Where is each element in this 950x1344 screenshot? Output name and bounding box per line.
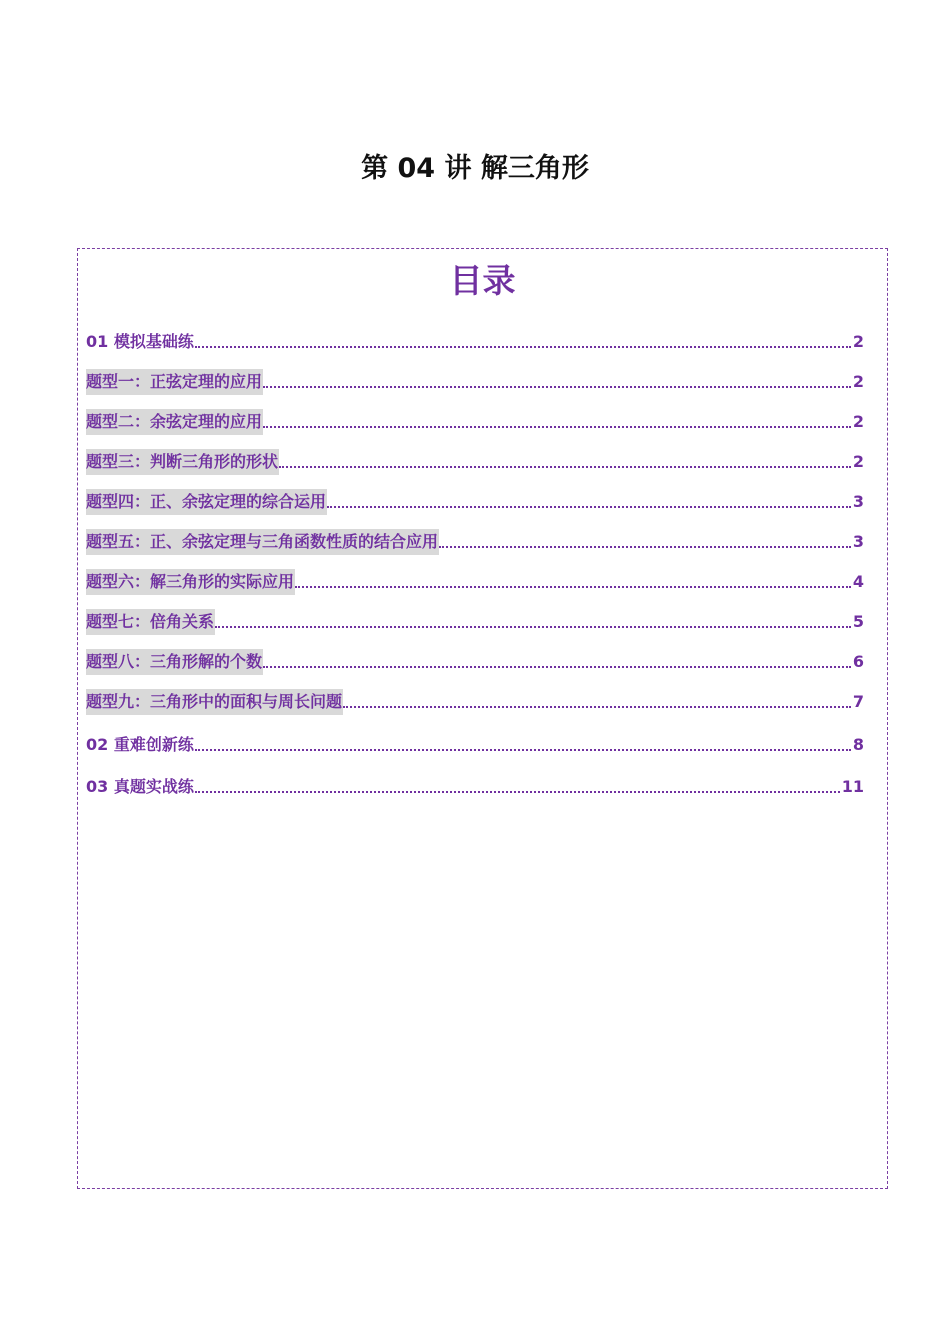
- toc-entry-label: 题型九：三角形中的面积与周长问题: [86, 689, 343, 715]
- toc-heading: 目录: [449, 261, 516, 300]
- toc-entry-page: 7: [852, 692, 864, 711]
- toc-entry-section-03[interactable]: [86, 774, 864, 800]
- toc-entry-page: 5: [852, 612, 864, 631]
- toc-leader-dots: [263, 426, 851, 428]
- toc-entry-type-5[interactable]: [86, 529, 864, 555]
- toc-leader-dots: [263, 666, 851, 668]
- toc-entry-page: 8: [852, 735, 864, 754]
- toc-entry-section-02[interactable]: [86, 732, 864, 758]
- toc-leader-dots: [439, 546, 851, 548]
- toc-entry-label: 题型一：正弦定理的应用: [86, 369, 263, 395]
- toc-entry-page: 11: [841, 777, 864, 796]
- toc-entry-page: 3: [852, 532, 864, 551]
- toc-entry-type-7[interactable]: [86, 609, 864, 635]
- toc-entry-label: 题型八：三角形解的个数: [86, 649, 263, 675]
- toc-entry-label: 题型四：正、余弦定理的综合运用: [86, 489, 327, 515]
- toc-entry-label: 03 真题实战练: [86, 777, 194, 796]
- toc-entry-label: 题型五：正、余弦定理与三角函数性质的结合应用: [86, 529, 439, 555]
- toc-entry-section-01[interactable]: [86, 329, 864, 355]
- toc-leader-dots: [327, 506, 851, 508]
- toc-entry-page: 4: [852, 572, 864, 591]
- toc-entry-label: 02 重难创新练: [86, 735, 194, 754]
- toc-entry-page: 3: [852, 492, 864, 511]
- toc-entry-type-6[interactable]: [86, 569, 864, 595]
- toc-entry-type-2[interactable]: [86, 409, 864, 435]
- toc-entry-page: 2: [852, 332, 864, 351]
- document-title: 第 04 讲 解三角形: [361, 153, 589, 184]
- toc-entry-label: 题型七：倍角关系: [86, 609, 215, 635]
- toc-leader-dots: [263, 386, 851, 388]
- toc-leader-dots: [343, 706, 851, 708]
- toc-entry-label: 题型二：余弦定理的应用: [86, 409, 263, 435]
- toc-entry-type-8[interactable]: [86, 649, 864, 675]
- toc-entry-page: 2: [852, 372, 864, 391]
- toc-entry-label: 题型六：解三角形的实际应用: [86, 569, 295, 595]
- toc-leader-dots: [195, 749, 851, 751]
- toc-entry-page: 2: [852, 412, 864, 431]
- toc-entry-type-9[interactable]: [86, 689, 864, 715]
- toc-entry-type-1[interactable]: [86, 369, 864, 395]
- toc-leader-dots: [195, 346, 851, 348]
- toc-leader-dots: [195, 791, 840, 793]
- table-of-contents: [77, 248, 888, 1189]
- toc-leader-dots: [279, 466, 851, 468]
- toc-entry-page: 6: [852, 652, 864, 671]
- toc-entry-type-4[interactable]: [86, 489, 864, 515]
- toc-entry-label: 01 模拟基础练: [86, 332, 194, 351]
- toc-leader-dots: [295, 586, 851, 588]
- toc-leader-dots: [215, 626, 851, 628]
- toc-entry-label: 题型三：判断三角形的形状: [86, 449, 279, 475]
- toc-entry-type-3[interactable]: [86, 449, 864, 475]
- toc-entry-page: 2: [852, 452, 864, 471]
